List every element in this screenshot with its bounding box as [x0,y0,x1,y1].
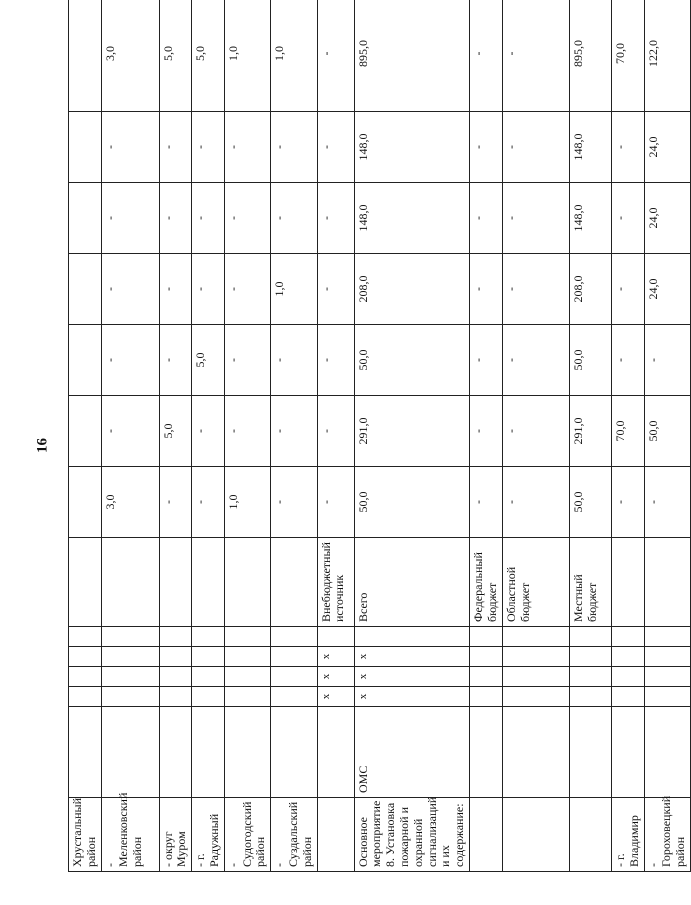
row-name-cell [469,798,502,872]
value-cell: - [469,325,502,396]
code-cell [192,647,225,667]
code-cell [192,687,225,707]
value-cell: - [224,254,270,325]
value-cell: 895,0 [569,0,611,112]
code-cell [192,667,225,687]
table-row [224,0,270,872]
value-cell: - [317,254,354,325]
value-cell: - [502,396,569,467]
responsible-cell [271,707,317,798]
value-cell: - [502,467,569,538]
value-cell: 5,0 [159,0,192,112]
code-cell: х [317,667,354,687]
row-name-cell: - Гороховецкий район [644,798,690,872]
value-cell: - [159,183,192,254]
row-name-cell [502,798,569,872]
row-name-cell: - Суздальский район [271,798,317,872]
value-cell [69,325,102,396]
value-cell: - [192,112,225,183]
value-cell: - [611,183,644,254]
code-cell [502,687,569,707]
code-cell [271,647,317,667]
rotated-page [68,16,688,872]
table-row [611,0,644,872]
table-row [271,0,317,872]
code-cell [101,647,159,667]
value-cell: - [469,112,502,183]
code-cell [502,647,569,667]
value-cell: - [271,183,317,254]
value-cell: - [271,325,317,396]
row-name-cell: - г. Радужный [192,798,225,872]
budget-table [68,0,691,872]
value-cell: - [317,467,354,538]
value-cell: - [644,325,690,396]
row-name-cell [569,798,611,872]
table-row [101,0,159,872]
value-cell: - [611,112,644,183]
funding-source-cell [611,538,644,627]
value-cell: 3,0 [101,467,159,538]
value-cell: 148,0 [569,112,611,183]
page-number: 16 [34,438,51,453]
code-cell [469,627,502,647]
value-cell: 24,0 [644,254,690,325]
table-row [192,0,225,872]
code-cell [569,667,611,687]
code-cell [469,687,502,707]
value-cell: - [159,254,192,325]
funding-source-cell [159,538,192,627]
value-cell: 1,0 [271,0,317,112]
code-cell [644,687,690,707]
table-row [354,0,469,872]
value-cell: - [101,325,159,396]
value-cell [69,0,102,112]
value-cell: 24,0 [644,183,690,254]
value-cell: - [317,396,354,467]
value-cell [69,112,102,183]
value-cell: - [317,325,354,396]
table-row [644,0,690,872]
value-cell: - [469,396,502,467]
code-cell [644,667,690,687]
value-cell: - [271,112,317,183]
value-cell: - [469,183,502,254]
funding-source-cell: Областной бюджет [502,538,569,627]
row-name-cell: - г. Владимир [611,798,644,872]
code-cell [271,687,317,707]
code-cell [644,647,690,667]
funding-source-cell: Всего [354,538,469,627]
code-cell [502,627,569,647]
value-cell: - [224,396,270,467]
code-cell [69,627,102,647]
value-cell: 291,0 [354,396,469,467]
table-container [68,16,688,872]
code-cell [159,687,192,707]
value-cell: 3,0 [101,0,159,112]
code-cell: х [317,647,354,667]
responsible-cell [611,707,644,798]
value-cell: - [224,112,270,183]
code-cell [569,627,611,647]
value-cell: - [192,254,225,325]
responsible-cell [469,707,502,798]
row-name-cell: - Меленковский район [101,798,159,872]
value-cell: - [502,183,569,254]
code-cell: х [354,647,469,667]
value-cell: - [159,325,192,396]
code-cell [644,627,690,647]
value-cell: 148,0 [354,112,469,183]
code-cell [611,627,644,647]
value-cell [69,254,102,325]
value-cell: - [502,254,569,325]
funding-source-cell [192,538,225,627]
value-cell: - [644,467,690,538]
value-cell: - [192,183,225,254]
value-cell: - [502,325,569,396]
table-row [569,0,611,872]
value-cell: - [271,396,317,467]
value-cell: 5,0 [159,396,192,467]
responsible-cell [569,707,611,798]
value-cell: 291,0 [569,396,611,467]
code-cell [354,627,469,647]
value-cell: 208,0 [569,254,611,325]
code-cell [224,667,270,687]
responsible-cell [192,707,225,798]
value-cell: - [469,254,502,325]
responsible-cell [317,707,354,798]
value-cell [69,396,102,467]
value-cell: - [101,254,159,325]
funding-source-cell [224,538,270,627]
row-name-cell [317,798,354,872]
value-cell: 50,0 [354,467,469,538]
value-cell: 50,0 [644,396,690,467]
funding-source-cell: Внебюджетный источник [317,538,354,627]
row-name-cell: Хрустальный район [69,798,102,872]
value-cell: 50,0 [569,467,611,538]
table-row [502,0,569,872]
code-cell [469,667,502,687]
value-cell: - [159,112,192,183]
value-cell: 5,0 [192,0,225,112]
value-cell: - [611,325,644,396]
code-cell [69,667,102,687]
table-row [159,0,192,872]
code-cell [271,627,317,647]
responsible-cell [502,707,569,798]
code-cell [317,627,354,647]
code-cell: х [354,687,469,707]
code-cell [611,667,644,687]
funding-source-cell: Местный бюджет [569,538,611,627]
responsible-cell [224,707,270,798]
value-cell: - [469,467,502,538]
value-cell: 50,0 [569,325,611,396]
value-cell: 895,0 [354,0,469,112]
value-cell: - [101,183,159,254]
code-cell [224,647,270,667]
code-cell [159,647,192,667]
value-cell: 50,0 [354,325,469,396]
value-cell: 24,0 [644,112,690,183]
value-cell: 148,0 [354,183,469,254]
code-cell [224,627,270,647]
code-cell [569,687,611,707]
code-cell: х [317,687,354,707]
value-cell: 5,0 [192,325,225,396]
value-cell: - [224,325,270,396]
table-row [469,0,502,872]
row-name-cell: - округ Муром [159,798,192,872]
code-cell [159,667,192,687]
row-name-cell: Основное мероприятие 8. Установка пожарной и охранной сигнализаций и их содержание: [354,798,469,872]
code-cell [101,627,159,647]
value-cell: 1,0 [224,467,270,538]
value-cell: 1,0 [271,254,317,325]
code-cell: х [354,667,469,687]
code-cell [469,647,502,667]
responsible-cell [69,707,102,798]
code-cell [159,627,192,647]
value-cell: 1,0 [224,0,270,112]
funding-source-cell [271,538,317,627]
value-cell: - [101,112,159,183]
value-cell: 122,0 [644,0,690,112]
value-cell: - [101,396,159,467]
value-cell: - [317,0,354,112]
code-cell [271,667,317,687]
value-cell: - [224,183,270,254]
code-cell [569,647,611,667]
table-row [69,0,102,872]
code-cell [101,687,159,707]
value-cell: - [502,0,569,112]
code-cell [611,647,644,667]
value-cell: 148,0 [569,183,611,254]
funding-source-cell [69,538,102,627]
responsible-cell [101,707,159,798]
value-cell: - [611,467,644,538]
code-cell [192,627,225,647]
table-row [317,0,354,872]
value-cell: - [271,467,317,538]
responsible-cell [644,707,690,798]
value-cell [69,183,102,254]
funding-source-cell [101,538,159,627]
funding-source-cell [644,538,690,627]
code-cell [224,687,270,707]
value-cell: - [317,183,354,254]
value-cell: 70,0 [611,0,644,112]
code-cell [101,667,159,687]
value-cell: - [159,467,192,538]
code-cell [69,647,102,667]
value-cell: 208,0 [354,254,469,325]
value-cell: - [502,112,569,183]
code-cell [69,687,102,707]
value-cell: - [469,0,502,112]
code-cell [611,687,644,707]
value-cell: 70,0 [611,396,644,467]
responsible-cell [159,707,192,798]
value-cell: - [192,396,225,467]
funding-source-cell: Федеральный бюджет [469,538,502,627]
row-name-cell: - Судогодский район [224,798,270,872]
responsible-cell: ОМС [354,707,469,798]
code-cell [502,667,569,687]
value-cell: - [317,112,354,183]
value-cell: - [611,254,644,325]
value-cell [69,467,102,538]
value-cell: - [192,467,225,538]
